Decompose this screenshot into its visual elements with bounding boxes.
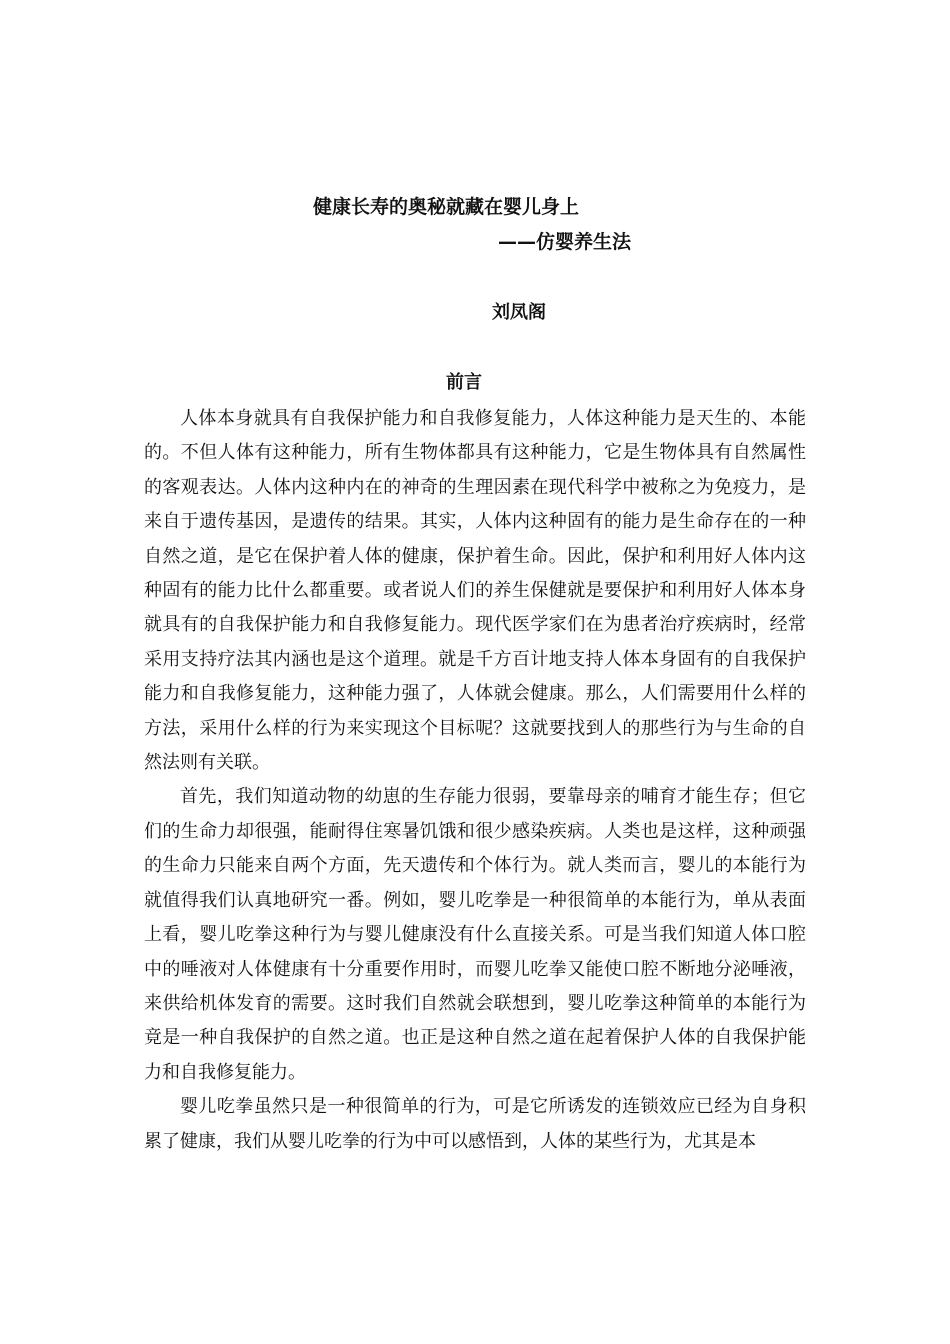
document-title: 健康长寿的奥秘就藏在婴儿身上 [313,196,580,218]
paragraph: 人体本身就具有自我保护能力和自我修复能力，人体这种能力是天生的、本能的。不但人体有这种能力，所有生物体都具有这种能力，它是生物体具有自然属性的客观表达。人体内这种内在的神奇的生理因素在现代科学中被称之为免疫力，是来自于遗传基因，是遗传的结果。其实，人体内这种固有的能力是生命存在的一种自然之道，是它在保护着人体的健康，保护着生命。因此，保护和利用好人体内这种固有的能力比什么都重要。或者说人们的养生保健就是要保护和利用好人体本身就具有的自我保护能力和自我修复能力。现代医学家们在为患者治疗疾病时，经常采用支持疗法其内涵也是这个道理。就是千方百计地支持人体本身固有的自我保护能力和自我修复能力，这种能力强了，人体就会健康。那么，人们需要用什么样的方法，采用什么样的行为来实现这个目标呢？这就要找到人的那些行为与生命的自然法则有关联。 [144,408,806,774]
paragraph: 首先，我们知道动物的幼崽的生存能力很弱，要靠母亲的哺育才能生存；但它们的生命力却很强，能耐得住寒暑饥饿和很少感染疾病。人类也是这样，这种顽强的生命力只能来自两个方面，先天遗传和个体行为。就人类而言，婴儿的本能行为就值得我们认真地研究一番。例如，婴儿吃拳是一种很简单的本能行为，单从表面上看，婴儿吃拳这种行为与婴儿健康没有什么直接关系。可是当我们知道人体口腔中的唾液对人体健康有十分重要作用时，而婴儿吃拳又能使口腔不断地分泌唾液，来供给机体发育的需要。这时我们自然就会联想到，婴儿吃拳这种简单的本能行为竟是一种自我保护的自然之道。也正是这种自然之道在起着保护人体的自我保护能力和自我修复能力。 [144,786,806,1083]
paragraph: 婴儿吃拳虽然只是一种很简单的行为，可是它所诱发的连锁效应已经为自身积累了健康，我们从婴儿吃拳的行为中可以感悟到，人体的某些行为，尤其是本 [144,1096,806,1152]
body-text [144,402,806,1159]
document-subtitle: ——仿婴养生法 [498,231,632,253]
author-name: 刘凤阁 [492,302,546,323]
section-heading: 前言 [446,372,482,393]
